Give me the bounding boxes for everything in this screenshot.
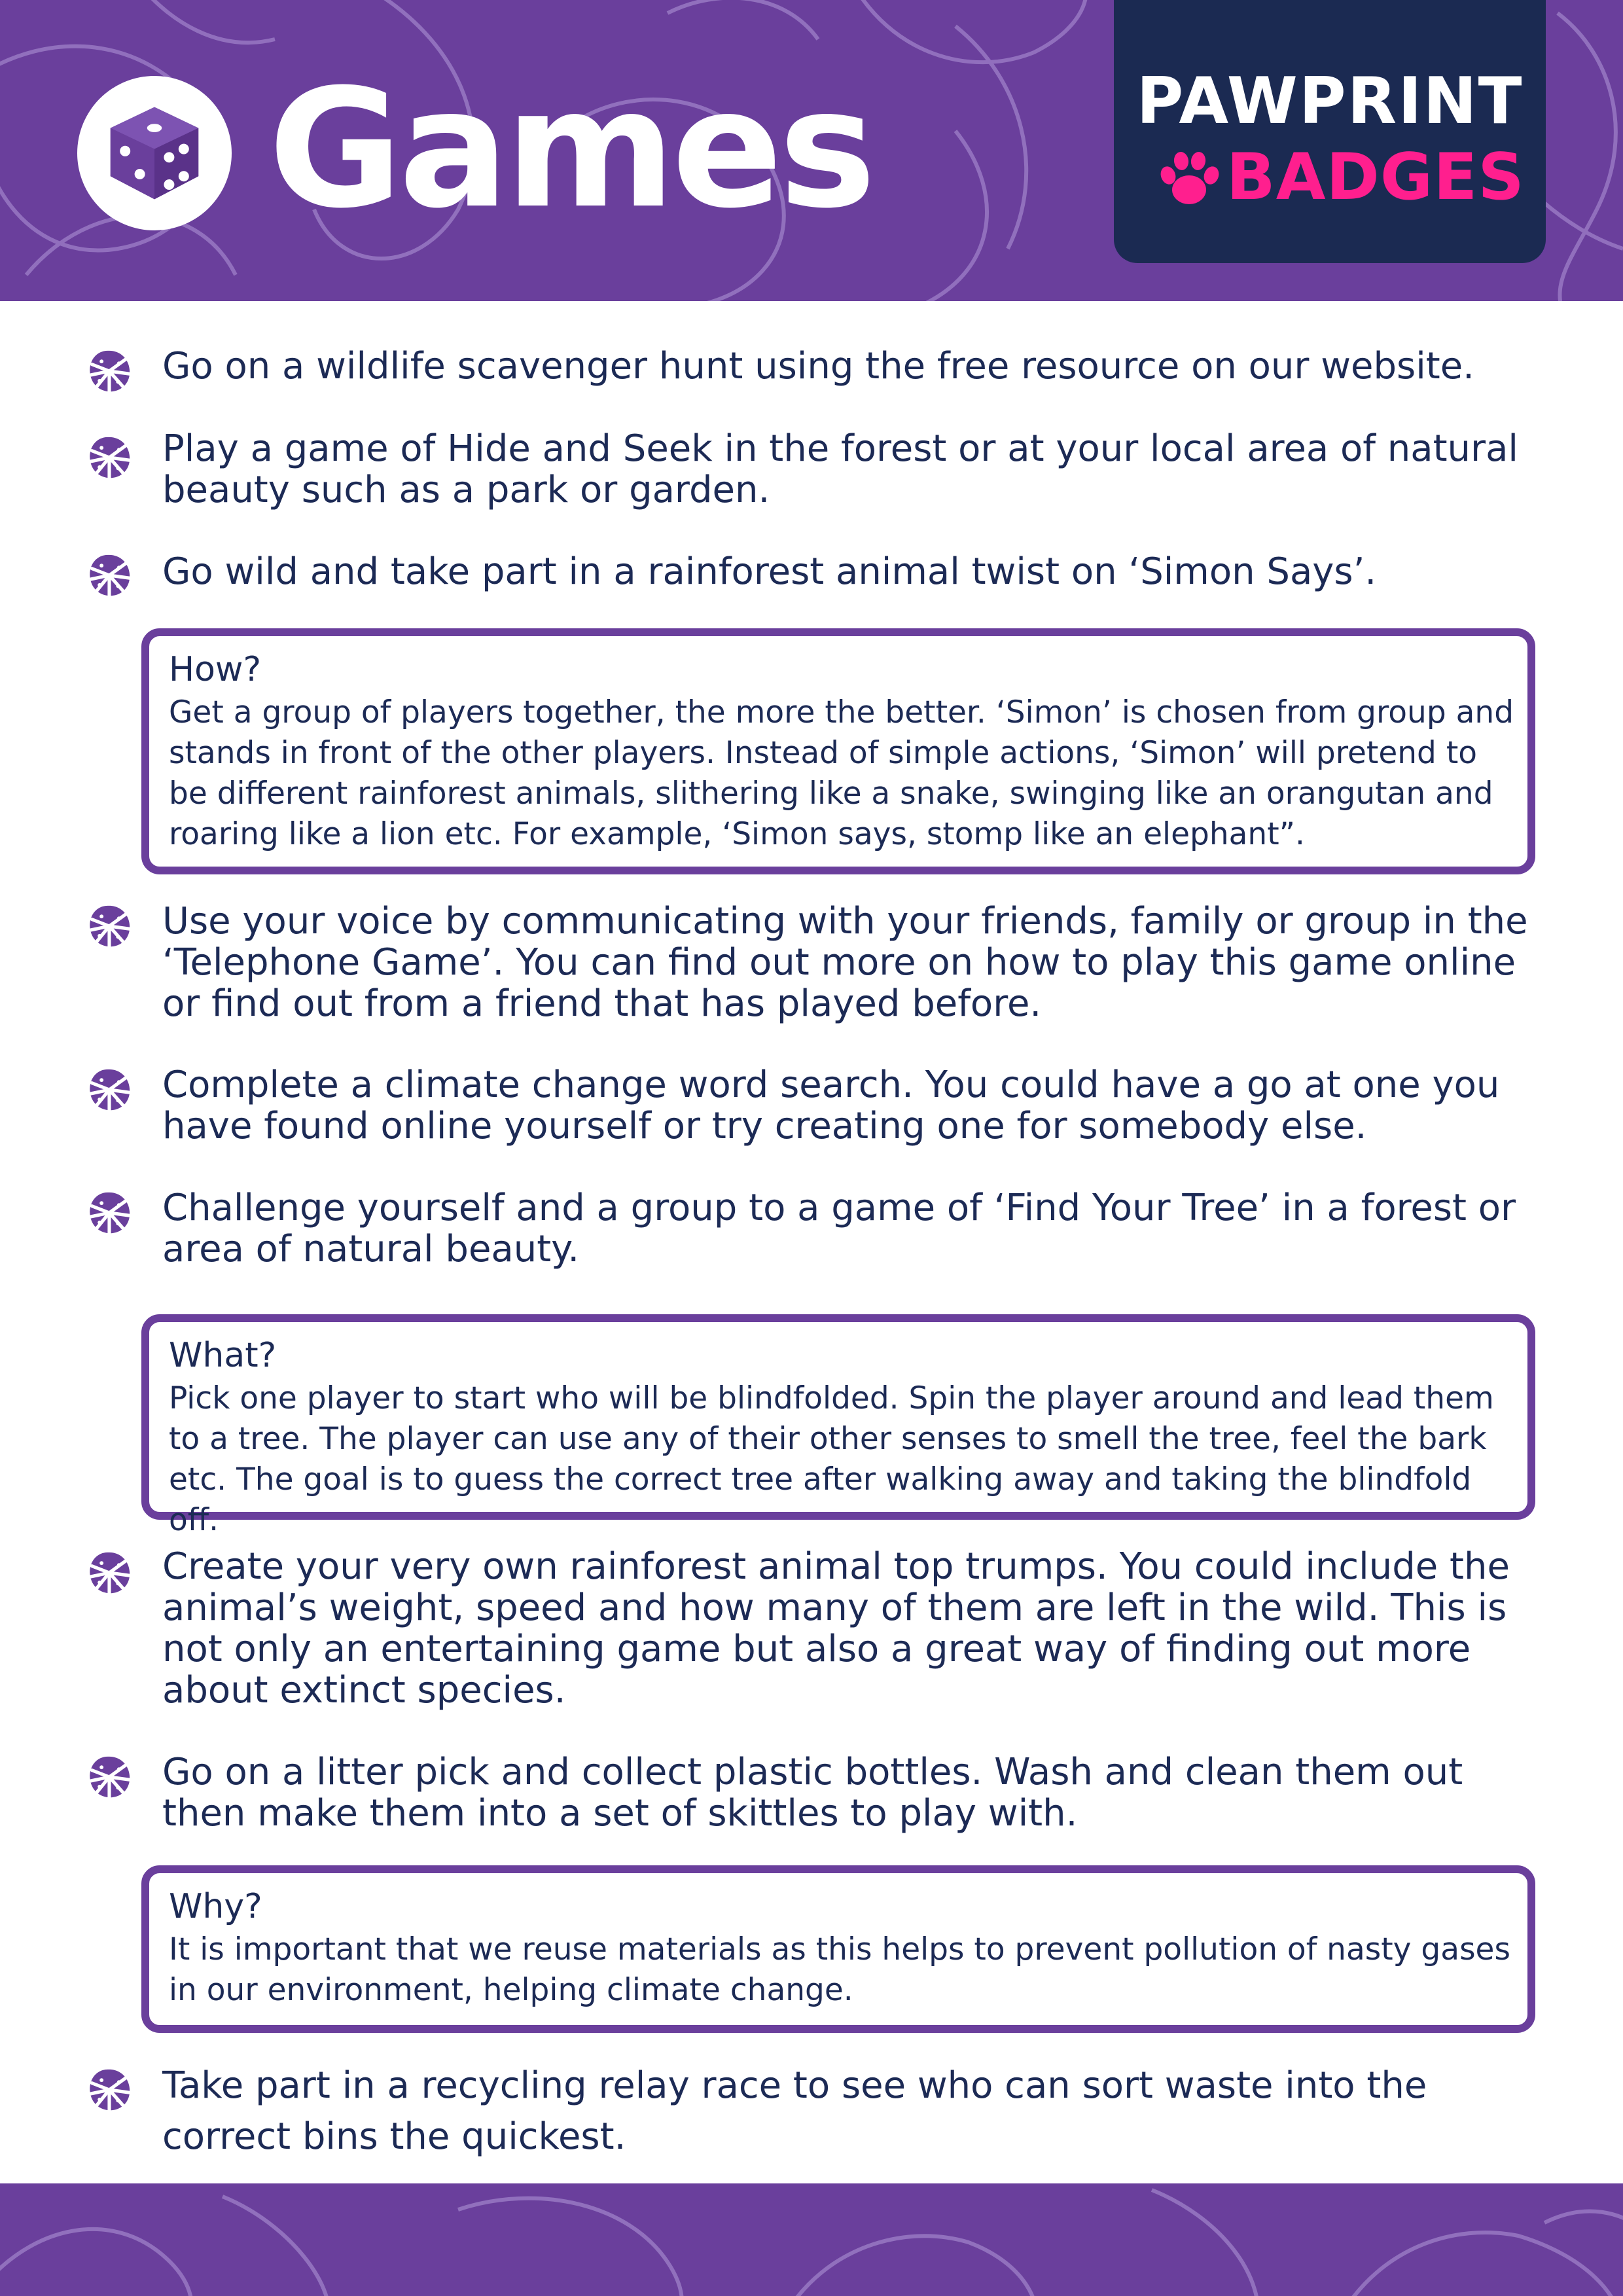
monstera-leaf-icon: [85, 551, 134, 600]
pawprint-badges-logo: [1114, 0, 1546, 263]
info-box-what: [141, 1314, 1535, 1538]
monstera-leaf-icon: [85, 2066, 134, 2114]
monstera-leaf-icon: [85, 1753, 134, 1801]
monstera-leaf-icon: [85, 1189, 134, 1237]
monstera-leaf-icon: [85, 1066, 134, 1114]
info-box-body: Get a group of players together, the more the better. ‘Simon’ is chosen from group and stands in front of the other players. Instead of simple actions, ‘Simon’ will pretend to be different rainforest animals, slithering like a snake, swinging like an orangutan and roaring like a lion etc. For example, ‘Simon says, stomp like an elephant”.: [169, 694, 1514, 852]
paw-icon: [1153, 147, 1222, 212]
logo-wordmark-badges: BADGES: [1226, 140, 1525, 215]
leaf-pattern-footer: [0, 2183, 1623, 2296]
page-title: Games: [268, 54, 872, 244]
list-item-text: Go on a litter pick and collect plastic bottles. Wash and clean them out then make them into a set of skittles to play with.: [162, 1751, 1463, 1835]
monstera-leaf-icon: [85, 433, 134, 482]
info-box-heading: How?: [169, 650, 262, 689]
list-item-text: Use your voice by communicating with your friends, family or group in the ‘Telephone Game’. You can find out more on how to play this game online or find out from a friend that has played before.: [162, 900, 1528, 1025]
list-item-text: Play a game of Hide and Seek in the forest or at your local area of natural beauty such as a park or garden.: [162, 427, 1518, 511]
list-item-text: Challenge yourself and a group to a game of ‘Find Your Tree’ in a forest or area of natural beauty.: [162, 1187, 1516, 1270]
info-box-heading: Why?: [169, 1887, 262, 1926]
list-item-text: Go on a wildlife scavenger hunt using the free resource on our website.: [162, 345, 1474, 387]
logo-wordmark-top: PAWPRINT: [1136, 64, 1524, 139]
monstera-leaf-icon: [85, 902, 134, 950]
info-box-heading: What?: [169, 1336, 277, 1375]
monstera-leaf-icon: [85, 1549, 134, 1597]
list-item-text: Create your very own rainforest animal top trumps. You could include the animal’s weight, speed and how many of them are left in the wild. This is not only an entertaining game but also a great way of finding out more about extinct species.: [162, 1545, 1510, 1712]
info-box-how: [141, 628, 1535, 874]
list-item-text: Go wild and take part in a rainforest animal twist on ‘Simon Says’.: [162, 550, 1377, 593]
list-item-text: Take part in a recycling relay race to see who can sort waste into the correct bins the quickest.: [162, 2064, 1427, 2158]
monstera-leaf-icon: [85, 347, 134, 395]
info-box-why: [141, 1865, 1535, 2033]
footer-banner: [0, 2183, 1623, 2296]
info-box-body: It is important that we reuse materials as this helps to prevent pollution of nasty gases in our environment, helping climate change.: [169, 1931, 1510, 2008]
logo-wordmark-bottom-row: [1153, 139, 1525, 217]
dice-icon: [102, 101, 207, 206]
list-item-text: Complete a climate change word search. You could have a go at one you have found online yourself or try creating one for somebody else.: [162, 1064, 1500, 1147]
header-banner: [0, 0, 1623, 301]
info-box-body: Pick one player to start who will be blindfolded. Spin the player around and lead them to a tree. The player can use any of their other senses to smell the tree, feel the bark etc. The goal is to guess the correct tree after walking away and taking the blindfold off.: [169, 1380, 1494, 1538]
dice-badge: [77, 76, 232, 230]
